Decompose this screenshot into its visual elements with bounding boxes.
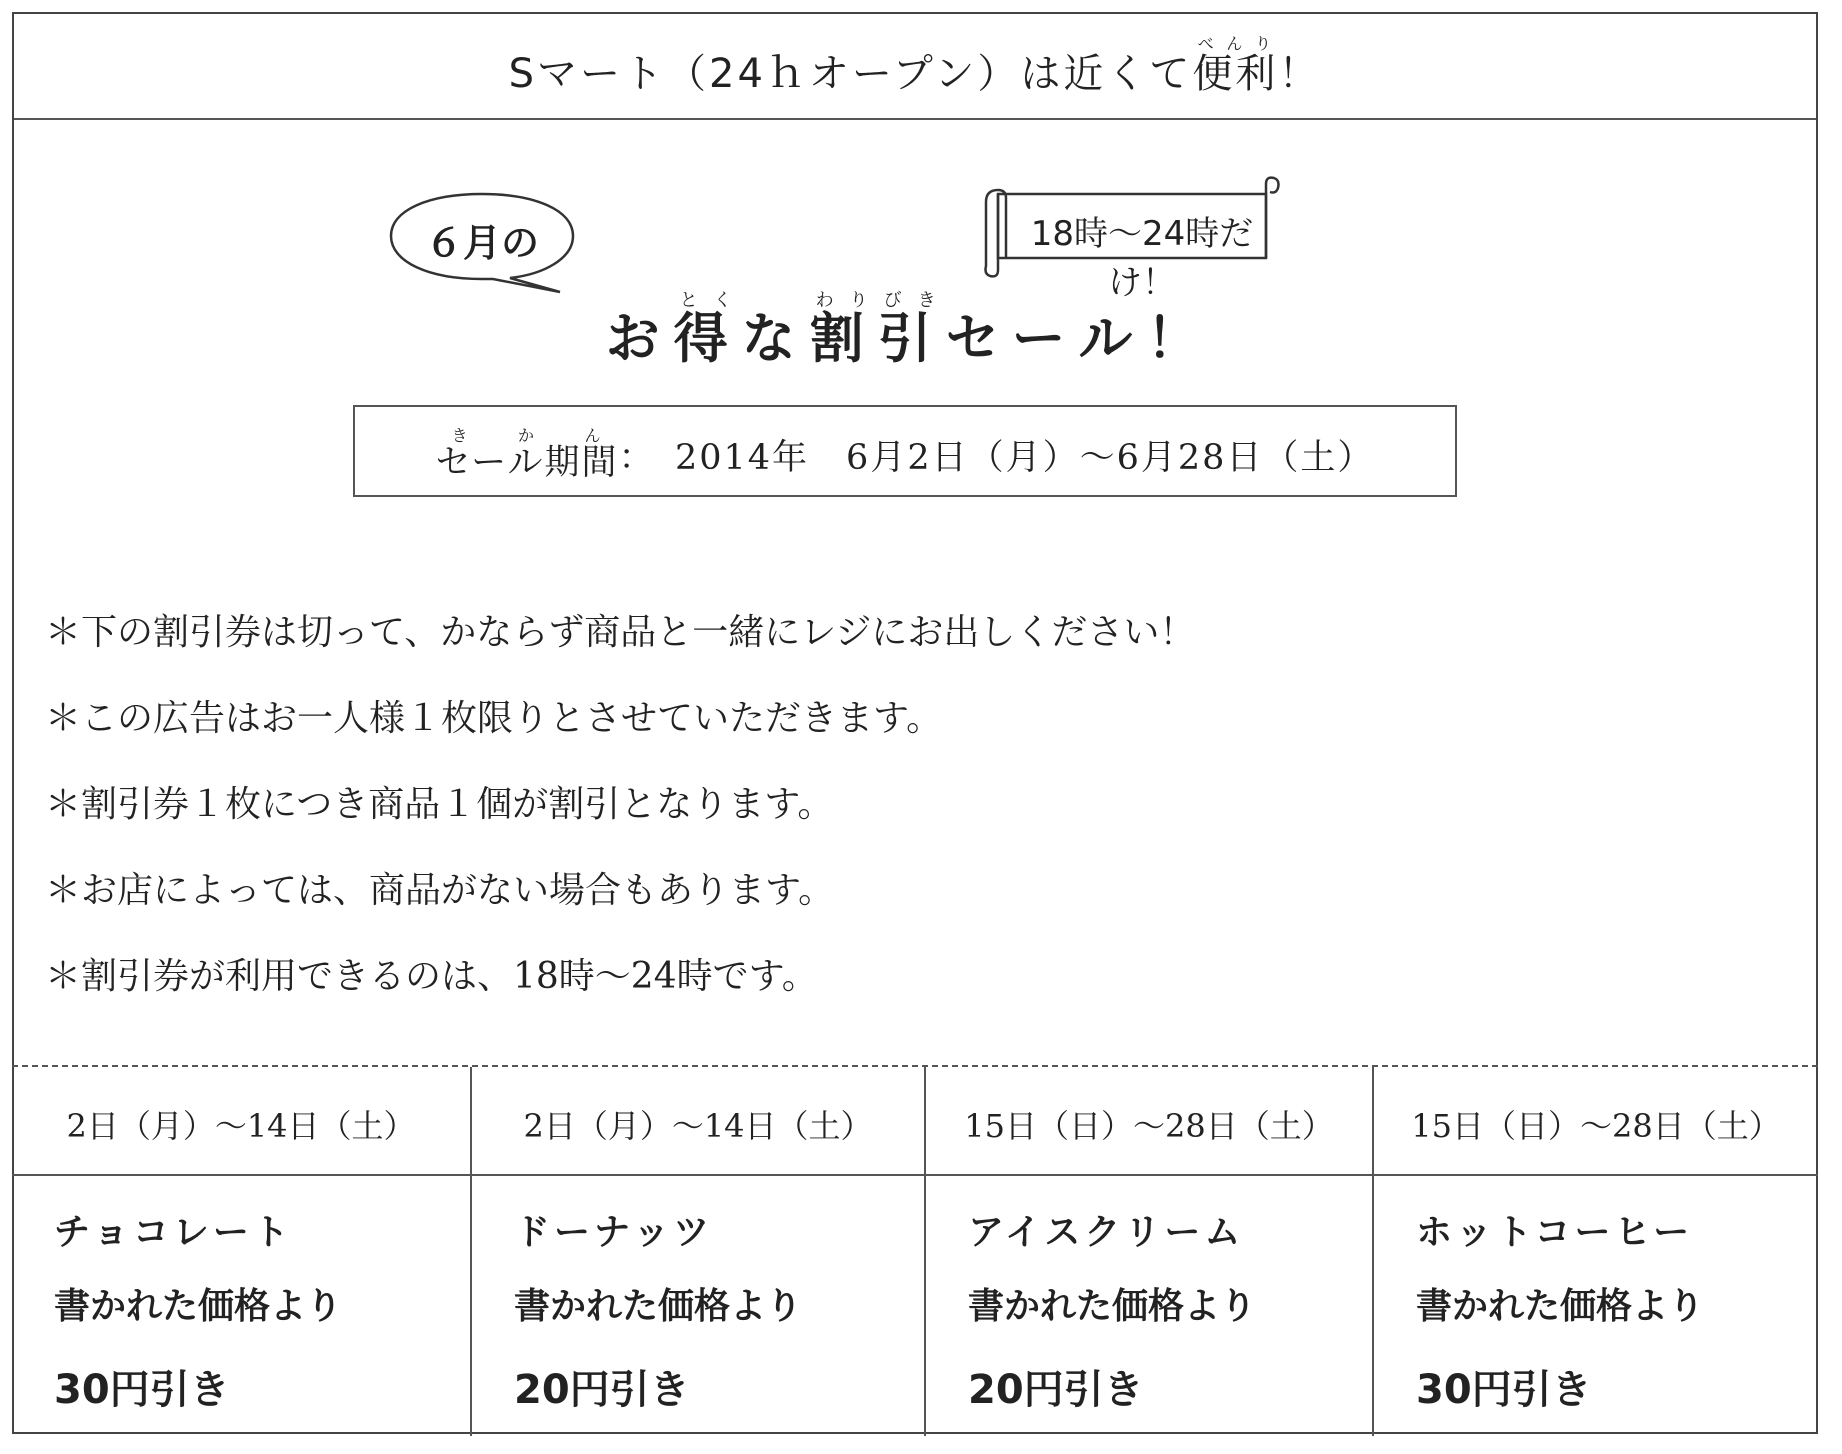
header-text [509,34,1322,99]
note-item: ＊お店によっては、商品がない場合もあります。 [45,870,835,911]
note-item: ＊割引券１枚につき商品１個が割引となります。 [45,784,834,825]
sale-title-part1: お [605,307,674,370]
coupon-body [472,1204,924,1414]
coupon-discount: 20円引き [968,1367,1144,1413]
speech-bubble [385,188,579,294]
note-item: ＊割引券が利用できるのは、18時～24時です。 [45,956,818,997]
period-label-base: セール期間 [435,442,619,483]
period-value: ： 2014年 6月2日（月）～6月28日（土） [618,438,1375,478]
coupon-date: 2日（月）～14日（土） [472,1067,924,1176]
sale-title-ruby2-base: 割引 [809,307,946,370]
coupon-date: 15日（日）～28日（土） [926,1067,1372,1176]
coupon[interactable] [1374,1067,1818,1436]
coupon-product: ホットコーヒー [1416,1212,1694,1253]
coupon-product: ドーナッツ [514,1212,714,1253]
coupon-description: 書かれた価格より [54,1286,343,1327]
sale-title [560,290,1260,373]
time-scroll-banner [980,172,1286,303]
sale-title-ruby1 [673,290,742,370]
sale-period-box [353,405,1457,497]
coupon-date: 15日（日）～28日（土） [1374,1067,1818,1176]
coupon-product: チョコレート [54,1212,293,1253]
coupon-discount: 30円引き [1416,1367,1592,1413]
header-ruby [1192,33,1279,97]
bubble-text: ６月の [424,221,539,265]
sale-title-ruby2 [809,290,946,370]
note-item: ＊下の割引券は切って、かならず商品と一緒にレジにお出しください！ [45,612,1196,653]
coupon-discount: 30円引き [54,1367,230,1413]
header-ruby-base: 便利 [1192,50,1279,97]
header-suffix: ！ [1278,50,1322,97]
coupon-discount: 20円引き [514,1367,690,1413]
note-item: ＊この広告はお一人様１枚限りとさせていただきます。 [45,698,943,739]
coupon[interactable] [472,1067,926,1436]
sale-title-ruby1-reading: とく [673,290,742,311]
coupon-description: 書かれた価格より [514,1286,803,1327]
coupon-description: 書かれた価格より [1416,1286,1705,1327]
sale-title-part3: セール！ [945,307,1215,370]
period-label [436,426,619,485]
notes-list [45,590,1745,1020]
header-ruby-reading: べんり [1192,33,1279,53]
coupon-product: アイスクリーム [968,1212,1245,1253]
coupon-body [926,1204,1372,1414]
coupon-date: 2日（月）～14日（土） [12,1067,470,1176]
sale-title-ruby1-base: 得 [673,307,742,370]
sale-title-ruby2-reading: わりびき [809,290,946,311]
coupon-body [12,1204,470,1414]
coupon-description: 書かれた価格より [968,1286,1257,1327]
scroll-text: 18時～24時だけ！ [1030,214,1254,303]
flyer-header [14,14,1816,120]
header-prefix: Sマート（24ｈオープン）は近くて [508,50,1193,97]
coupon-row [12,1065,1818,1436]
coupon-body [1374,1204,1818,1414]
coupon[interactable] [926,1067,1374,1436]
period-label-reading: きかん [435,425,619,445]
sale-title-part2: な [741,307,810,370]
coupon[interactable] [12,1067,472,1436]
